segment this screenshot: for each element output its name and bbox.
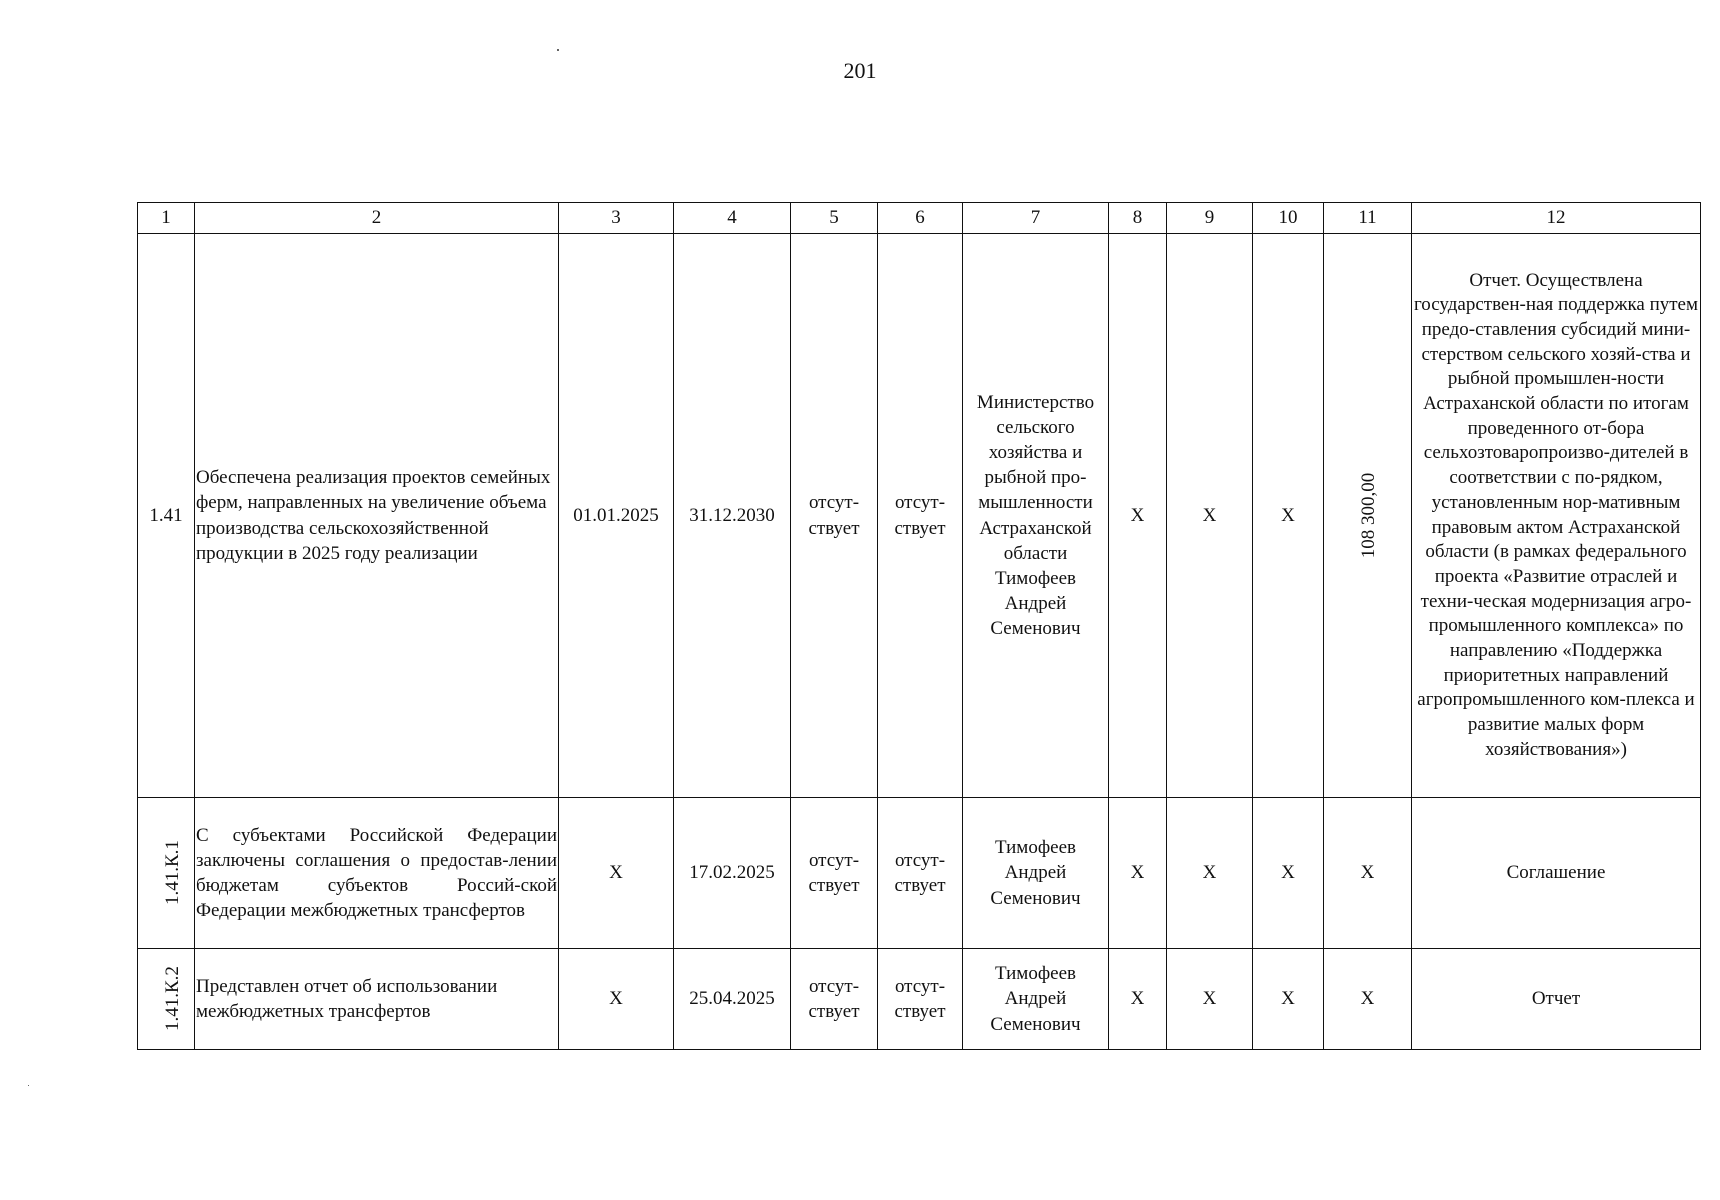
responsible: Тимофеев Андрей Семенович [963, 798, 1109, 949]
col6-value: отсут-ствует [878, 949, 963, 1050]
row-code-cell [138, 949, 195, 1050]
column-number-row [138, 203, 1701, 234]
col9-value: Х [1167, 949, 1253, 1050]
col5-value: отсут-ствует [791, 798, 878, 949]
column-header: 7 [963, 203, 1109, 234]
result: Отчет. Осуществлена государствен-ная поддержка путем предо-ставления субсидий мини-стерством сельского хозяй-ства и рыбной промышлен-ности Астраханской области по итогам проведенного от-бора сельхозтоваропроизво-дителей в соответствии с по-рядком, установленным нор-мативным правовым актом Астраханской области (в рамках федерального проекта «Развитие отраслей и техни-ческая модернизация агро-промышленного комплекса» по направлению «Поддержка приоритетных направлений агропромышленного ком-плекса и развитие малых форм хозяйствования») [1412, 234, 1701, 798]
table-row [138, 798, 1701, 949]
column-header: 6 [878, 203, 963, 234]
end-date: 25.04.2025 [674, 949, 791, 1050]
column-header: 9 [1167, 203, 1253, 234]
row-code: 1.41.К.2 [161, 966, 183, 1032]
start-date: 01.01.2025 [559, 234, 674, 798]
document-table [137, 202, 1701, 1050]
col9-value: Х [1167, 798, 1253, 949]
row-name: Представлен отчет об использовании межбюджетных трансфертов [195, 949, 559, 1050]
column-header: 4 [674, 203, 791, 234]
table-row [138, 234, 1701, 798]
col11-cell [1324, 234, 1412, 798]
col5-value: отсут-ствует [791, 949, 878, 1050]
start-date: Х [559, 949, 674, 1050]
col11-value: Х [1324, 798, 1412, 949]
column-header: 8 [1109, 203, 1167, 234]
column-header: 10 [1253, 203, 1324, 234]
col10-value: Х [1253, 798, 1324, 949]
row-code-cell [138, 798, 195, 949]
column-header: 5 [791, 203, 878, 234]
responsible: Министерство сельского хозяйства и рыбной про-мышленности Астраханской области Тимофеев Андрей Семенович [963, 234, 1109, 798]
col6-value: отсут-ствует [878, 798, 963, 949]
scan-speck [28, 1085, 29, 1086]
col11-value: Х [1324, 949, 1412, 1050]
column-header: 1 [138, 203, 195, 234]
col5-value: отсут-ствует [791, 234, 878, 798]
row-code: 1.41 [138, 234, 195, 798]
start-date: Х [559, 798, 674, 949]
responsible: Тимофеев Андрей Семенович [963, 949, 1109, 1050]
col10-value: Х [1253, 949, 1324, 1050]
col6-value: отсут-ствует [878, 234, 963, 798]
row-name: Обеспечена реализация проектов семейных ферм, направленных на увеличение объема производства сельскохозяйственной продукции в 2025 году реализации [195, 234, 559, 798]
table-row [138, 949, 1701, 1050]
page-number: 201 [843, 58, 877, 83]
col8-value: Х [1109, 234, 1167, 798]
column-header: 2 [195, 203, 559, 234]
column-header: 12 [1412, 203, 1701, 234]
col8-value: Х [1109, 949, 1167, 1050]
end-date: 17.02.2025 [674, 798, 791, 949]
scan-speck [557, 49, 559, 51]
col10-value: Х [1253, 234, 1324, 798]
result: Отчет [1412, 949, 1701, 1050]
result: Соглашение [1412, 798, 1701, 949]
column-header: 11 [1324, 203, 1412, 234]
row-name: С субъектами Российской Федерации заключены соглашения о предостав-лении бюджетам субъектов Россий-ской Федерации межбюджетных трансфертов [195, 798, 559, 949]
end-date: 31.12.2030 [674, 234, 791, 798]
funding-amount: 108 300,00 [1358, 472, 1380, 559]
column-header: 3 [559, 203, 674, 234]
col8-value: Х [1109, 798, 1167, 949]
row-code: 1.41.К.1 [161, 840, 183, 906]
col9-value: Х [1167, 234, 1253, 798]
